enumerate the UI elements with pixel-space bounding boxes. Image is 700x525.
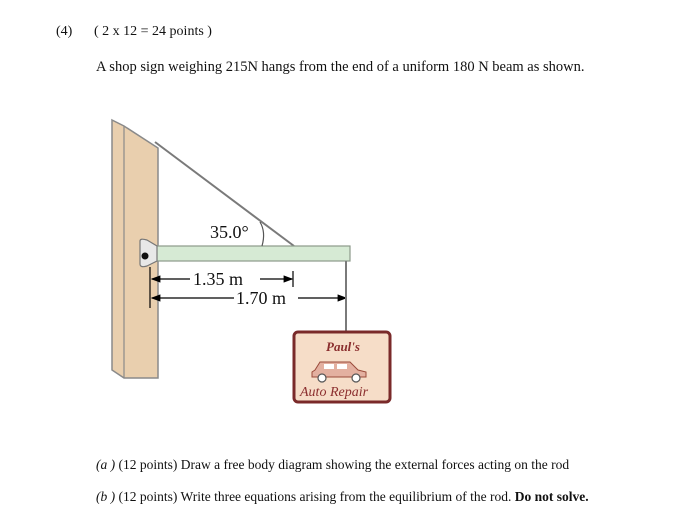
question-points: ( 2 x 12 = 24 points ) — [94, 24, 212, 39]
beam-figure — [100, 108, 420, 408]
question-number: (4) — [56, 24, 73, 39]
part-b-text: (12 points) Write three equations arising from the equilibrium of the rod. — [118, 489, 512, 504]
beam — [152, 246, 350, 261]
part-a-label: (a ) — [96, 457, 116, 472]
angle-arc — [260, 222, 264, 246]
dim-label-short: 1.35 m — [193, 269, 244, 289]
sign-text-line2: Auto Repair — [300, 385, 369, 400]
part-b — [96, 489, 589, 505]
part-b-emphasis: Do not solve. — [514, 489, 589, 504]
part-b-label: (b ) — [96, 489, 116, 504]
problem-statement: A shop sign weighing 215N hangs from the end of a uniform 180 N beam as shown. — [96, 59, 585, 75]
part-a — [96, 457, 569, 473]
part-a-text: (12 points) Draw a free body diagram showing the external forces acting on the rod — [118, 457, 570, 472]
angle-label: 35.0° — [210, 222, 249, 242]
sign-text-line1: Paul's — [326, 339, 360, 354]
hinge-pin — [142, 253, 149, 260]
dim-label-long: 1.70 m — [236, 288, 287, 308]
